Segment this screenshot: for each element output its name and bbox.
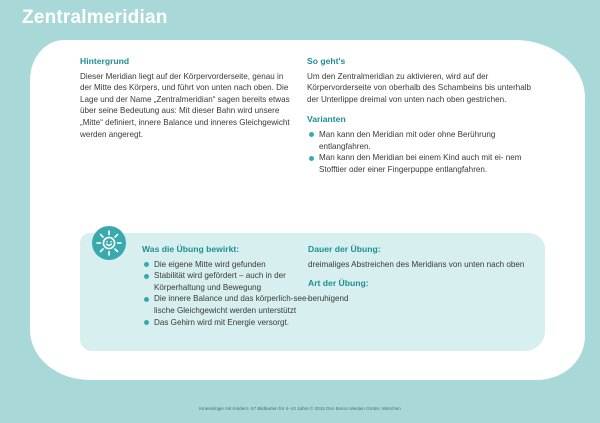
sogehts-heading: So geht's xyxy=(307,56,346,66)
page-title: Zentralmeridian xyxy=(22,7,168,28)
content-card xyxy=(30,40,585,380)
list-item: Stabilität wird gefördert – auch in der Körperhaltung und Bewegung xyxy=(142,270,330,293)
wirkung-section xyxy=(142,244,330,328)
varianten-section xyxy=(307,114,539,175)
varianten-list xyxy=(307,129,539,175)
varianten-heading: Varianten xyxy=(307,114,346,125)
list-item: Die innere Balance und das körperlich-see- lische Gleichgewicht werden unterstützt xyxy=(142,293,330,316)
title-bar xyxy=(0,0,600,44)
dauer-heading: Dauer der Übung: xyxy=(308,244,381,254)
art-heading: Art der Übung: xyxy=(308,278,369,289)
sogehts-section xyxy=(307,56,539,175)
art-section xyxy=(308,278,538,304)
list-item: Das Gehirn wird mit Energie versorgt. xyxy=(142,317,330,329)
sun-icon xyxy=(92,226,126,260)
hintergrund-section xyxy=(80,56,290,140)
list-item: Man kann den Meridian bei einem Kind auch mit ei- nem Stofftier oder einer Fingerpuppe entlangfahren. xyxy=(307,152,539,175)
list-item: Man kann den Meridian mit oder ohne Berührung entlangfahren. xyxy=(307,129,539,152)
hintergrund-text: Dieser Meridian liegt auf der Körpervorderseite, genau in der Mitte des Körpers, und führt von unten nach oben. Die Lage und der Name „Zentralmeridian“ sagen bereits etwas über seine Bedeutung aus: Mit dieser Bahn wird unsere „Mitte“ definiert, innere Balance und inneres Gleichgewicht werden angeregt. xyxy=(80,71,290,139)
wirkung-heading: Was die Übung bewirkt: xyxy=(142,244,240,254)
list-item: Die eigene Mitte wird gefunden xyxy=(142,259,330,271)
sogehts-text: Um den Zentralmeridian zu aktivieren, wird auf der Körpervorderseite von oberhalb des Schambeins bis unterhalb der Unterlippe dreimal von unten nach oben gestrichen. xyxy=(307,71,532,104)
art-text: beruhigend xyxy=(308,293,349,303)
footer-credit: Kinesiologie mit Kindern. 57 Bildkarten für 4–10 Jahre © 2015 Don Bosco Medien GmbH, München xyxy=(199,406,401,411)
dauer-text: dreimaliges Abstreichen des Meridians von unten nach oben xyxy=(308,259,525,269)
wirkung-list xyxy=(142,259,330,329)
dauer-art-section xyxy=(308,244,538,304)
hintergrund-heading: Hintergrund xyxy=(80,56,130,66)
